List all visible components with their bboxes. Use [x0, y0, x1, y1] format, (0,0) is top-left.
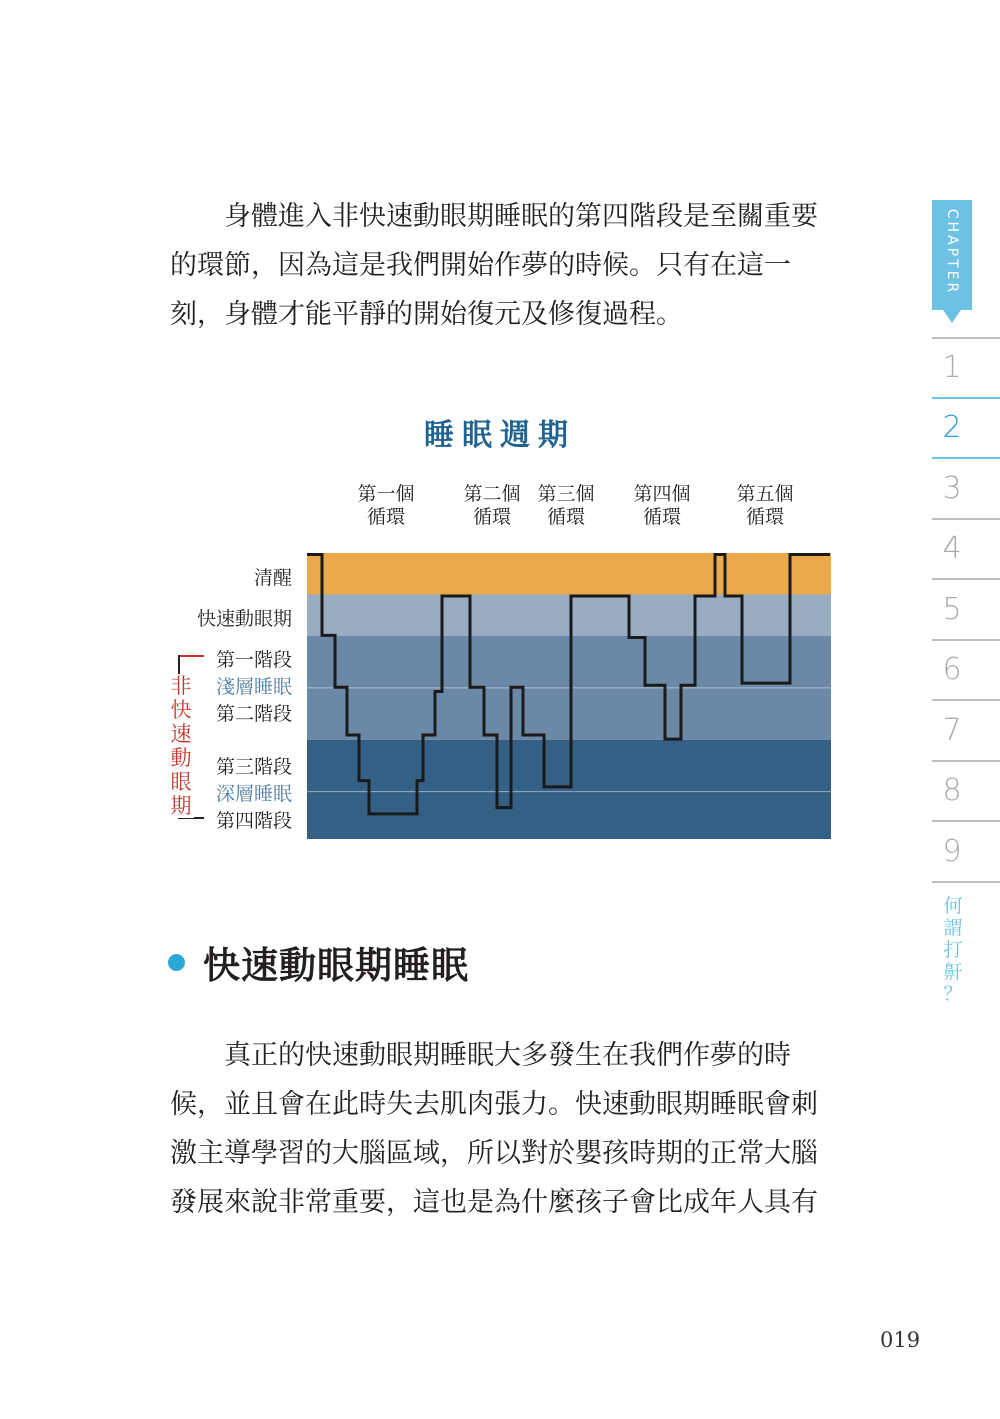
chapter-nav-1[interactable]: 1 [942, 350, 962, 385]
stage-label-stage1: 第一階段 [215, 649, 292, 671]
body-line: 真正的快速動眼期睡眠大多發生在我們作夢的時 [170, 1040, 791, 1071]
nrem-label-char: 非 [170, 674, 192, 698]
chapter-tab [932, 200, 972, 310]
band-awake [307, 553, 831, 595]
cycle-label-line: 循環 [366, 506, 405, 528]
cycle-label-4 [622, 483, 702, 529]
chapter-nav-8[interactable]: 8 [942, 773, 962, 808]
chapter-subtitle-char: 打 [943, 939, 963, 961]
nrem-label-char: 眼 [170, 770, 192, 794]
cycle-label-line: 第二個 [463, 483, 521, 505]
cycle-label-2 [452, 483, 532, 529]
stage-label-stage2: 第二階段 [215, 703, 292, 725]
chapter-nav-3[interactable]: 3 [942, 471, 962, 506]
chapter-subtitle [940, 895, 966, 1005]
stage-label-deep-sleep: 深層睡眠 [215, 783, 292, 805]
chapter-nav-7[interactable]: 7 [942, 713, 962, 748]
cycle-label-line: 第三個 [537, 483, 595, 505]
nav-divider [932, 457, 1000, 459]
chapter-nav-6[interactable]: 6 [942, 652, 962, 687]
page-number: 019 [880, 1328, 921, 1352]
chapter-subtitle-char: 鼾 [943, 961, 963, 983]
nrem-label-char: 期 [170, 794, 192, 818]
chapter-subtitle-char: ？ [943, 983, 963, 1005]
nrem-label [168, 674, 194, 818]
nav-divider [932, 699, 1000, 701]
cycle-label-5 [725, 483, 805, 529]
nrem-label-char: 動 [170, 746, 192, 770]
section-heading: 快速動眼期睡眠 [203, 943, 469, 987]
cycle-label-line: 第四個 [633, 483, 691, 505]
nav-divider [932, 820, 1000, 822]
cycle-label-3 [526, 483, 606, 529]
body-line: 激主導學習的大腦區域，所以對於嬰孩時期的正常大腦 [170, 1138, 818, 1169]
band-rem [307, 595, 831, 637]
nav-divider [932, 578, 1000, 580]
chapter-nav-4[interactable]: 4 [942, 531, 962, 566]
chapter-nav-2[interactable]: 2 [942, 410, 962, 445]
intro-line: 的環節，因為這是我們開始作夢的時候。只有在這一 [170, 250, 791, 281]
band-deep-sleep [307, 740, 831, 839]
cycle-label-1 [346, 483, 426, 529]
chapter-label: CHAPTER [944, 208, 960, 296]
nav-divider [932, 881, 1000, 883]
cycle-label-line: 循環 [642, 506, 681, 528]
nav-divider [932, 518, 1000, 520]
stage-label-awake: 清醒 [253, 567, 292, 589]
stage-label-rem: 快速動眼期 [196, 608, 292, 630]
body-line: 候，並且會在此時失去肌肉張力。快速動眼期睡眠會刺 [170, 1089, 818, 1120]
nrem-label-char: 快 [170, 698, 192, 722]
body-line: 發展來說非常重要，這也是為什麼孩子會比成年人具有 [170, 1187, 818, 1218]
chapter-nav-9[interactable]: 9 [942, 834, 962, 869]
stage-label-light-sleep: 淺層睡眠 [215, 676, 292, 698]
bullet-icon [168, 954, 185, 971]
nav-divider [932, 337, 1000, 339]
stage-label-stage3: 第三階段 [215, 756, 292, 778]
nrem-label-char: 速 [170, 722, 192, 746]
cycle-label-line: 循環 [546, 506, 585, 528]
nav-divider [932, 760, 1000, 762]
nav-divider [932, 397, 1000, 399]
cycle-label-line: 第一個 [357, 483, 415, 505]
cycle-label-line: 第五個 [736, 483, 794, 505]
nav-divider [932, 639, 1000, 641]
cycle-label-line: 循環 [472, 506, 511, 528]
intro-paragraph [170, 192, 835, 339]
intro-line: 刻，身體才能平靜的開始復元及修復過程。 [170, 299, 683, 330]
chapter-nav-5[interactable]: 5 [942, 592, 962, 627]
body-paragraph [170, 1031, 835, 1227]
cycle-label-line: 循環 [745, 506, 784, 528]
chapter-subtitle-char: 何 [943, 895, 963, 917]
intro-line: 身體進入非快速動眼期睡眠的第四階段是至關重要 [170, 201, 818, 232]
chart-title: 睡眠週期 [424, 418, 576, 453]
stage-label-stage4: 第四階段 [215, 810, 292, 832]
chapter-subtitle-char: 謂 [943, 917, 963, 939]
sleep-cycle-chart [307, 553, 831, 839]
